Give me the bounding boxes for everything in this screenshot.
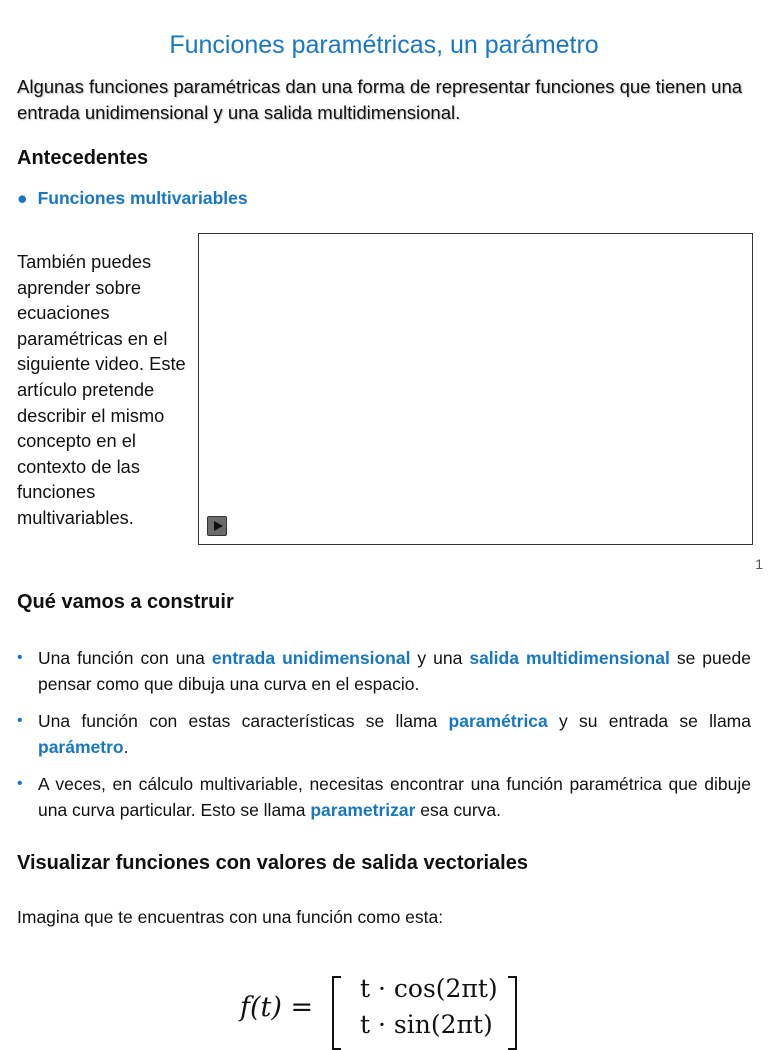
left-bracket bbox=[332, 976, 341, 1050]
list-item: • Una función con una entrada unidimensional y una salida multidimensional se puede pensar como que dibuja una curva en el espacio. bbox=[17, 645, 751, 697]
list-item: • Una función con estas características se llama paramétrica y su entrada se llama parámetro. bbox=[17, 708, 751, 760]
video-description: También puedes aprender sobre ecuaciones paramétricas en el siguiente video. Este artículo pretende describir el mismo concepto en el contexto de las funciones multivariables. bbox=[17, 251, 186, 528]
formula-row-1: t · cos(2πt) bbox=[360, 974, 498, 1003]
antecedentes-heading: Antecedentes bbox=[17, 147, 149, 169]
visualizar-text: Imagina que te encuentras con una función como esta: bbox=[17, 907, 444, 927]
construir-heading: Qué vamos a construir bbox=[17, 591, 234, 613]
term-parametrizar: parametrizar bbox=[310, 800, 416, 820]
list-item: • A veces, en cálculo multivariable, necesitas encontrar una función paramétrica que dibuje una curva particular. Esto se llama parametrizar esa curva. bbox=[17, 771, 751, 823]
visualizar-heading: Visualizar funciones con valores de salida vectoriales bbox=[17, 852, 528, 874]
page-number: 1 bbox=[755, 556, 763, 572]
construir-list bbox=[17, 645, 751, 834]
term-parametro: parámetro bbox=[38, 737, 124, 757]
video-player[interactable] bbox=[198, 233, 753, 545]
formula-lhs: f(t) = bbox=[240, 992, 314, 1023]
right-bracket bbox=[508, 976, 517, 1050]
term-salida-multidimensional: salida multidimensional bbox=[469, 648, 670, 668]
bullet-icon: ● bbox=[17, 188, 28, 208]
page-title: Funciones paramétricas, un parámetro bbox=[169, 30, 599, 59]
term-parametrica: paramétrica bbox=[448, 711, 548, 731]
intro-paragraph: Algunas funciones paramétricas dan una forma de representar funciones que tienen una entrada unidimensional y una salida multidimensional. bbox=[17, 76, 743, 123]
funciones-multivariables-link[interactable]: Funciones multivariables bbox=[37, 188, 248, 208]
play-icon[interactable] bbox=[207, 516, 227, 536]
formula-row-2: t · sin(2πt) bbox=[360, 1010, 493, 1039]
prerequisite-item bbox=[17, 188, 248, 209]
term-entrada-unidimensional: entrada unidimensional bbox=[211, 648, 411, 668]
